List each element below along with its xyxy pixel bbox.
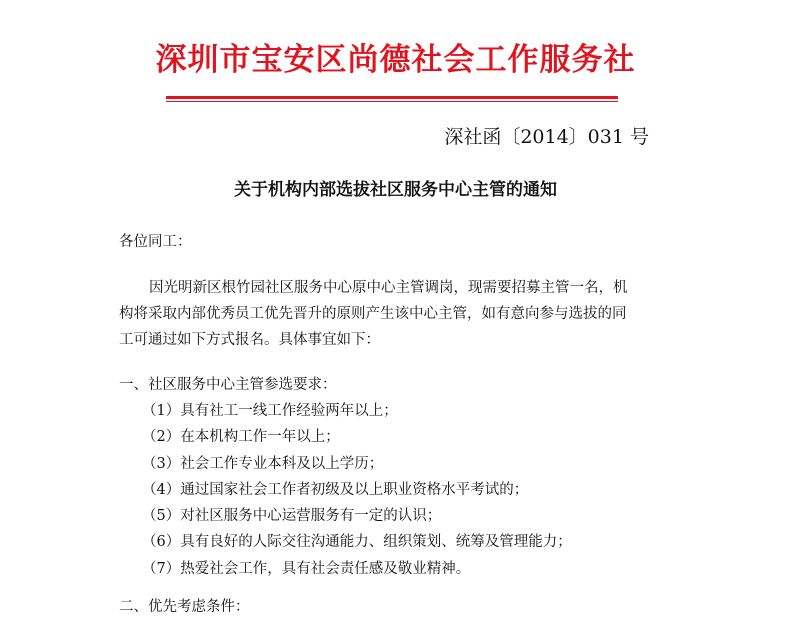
requirement-item: （7）热爱社会工作，具有社会责任感及敬业精神。 [142, 560, 471, 577]
header-rule-thin [166, 101, 618, 102]
organization-header: 深圳市宝安区尚德社会工作服务社 [155, 42, 636, 78]
requirement-item: （5）对社区服务中心运营服务有一定的认识； [142, 508, 442, 525]
requirement-item: （2）在本机构工作一年以上； [142, 429, 340, 446]
requirement-item: （6）具有良好的人际交往沟通能力、组织策划、统筹及管理能力； [142, 534, 572, 551]
intro-line: 工可通过如下方式报名。具体事宜如下： [119, 332, 380, 348]
intro-line: 因光明新区根竹园社区服务中心原中心主管调岗，现需要招募主管一名，机 [149, 280, 628, 296]
intro-line: 构将采取内部优秀员工优先晋升的原则产生该中心主管，如有意向参与选拔的同 [119, 306, 627, 322]
salutation: 各位同工： [119, 234, 192, 250]
document-title: 关于机构内部选拔社区服务中心主管的通知 [234, 180, 557, 200]
section-heading-priority: 二、优先考虑条件： [119, 599, 250, 615]
requirement-item: （4）通过国家社会工作者初级及以上职业资格水平考试的； [142, 481, 529, 498]
requirement-item: （3）社会工作专业本科及以上学历； [142, 455, 384, 472]
header-rule-thick [166, 96, 618, 99]
requirements-list [142, 398, 572, 582]
requirement-item: （1）具有社工一线工作经验两年以上； [142, 403, 398, 419]
document-number: 深社函〔2014〕031 号 [444, 126, 649, 148]
intro-paragraph [119, 275, 679, 353]
section-heading-requirements: 一、社区服务中心主管参选要求： [119, 377, 337, 393]
